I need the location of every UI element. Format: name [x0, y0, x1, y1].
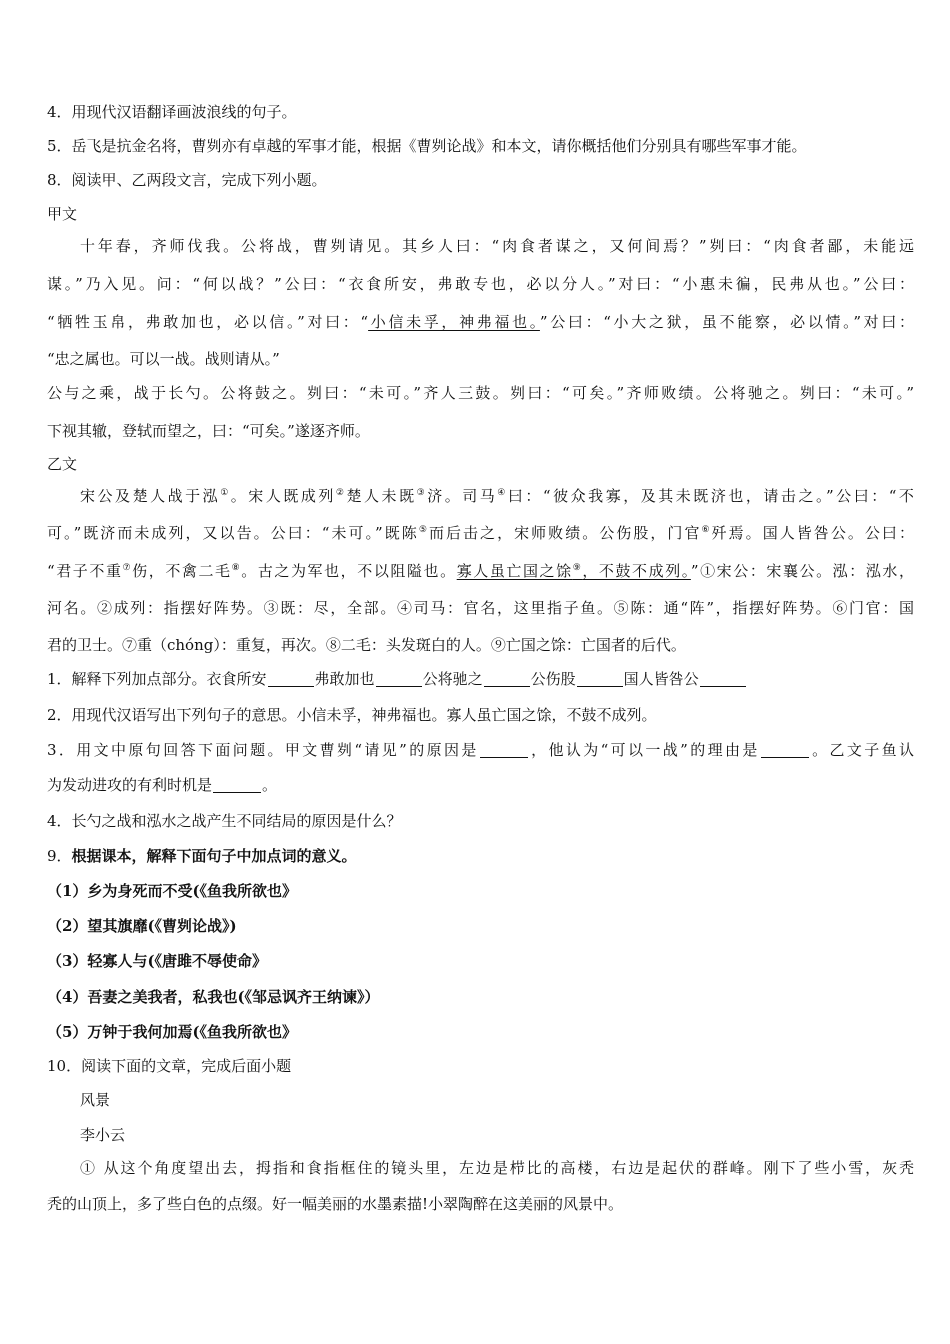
yi-line-4: 河名。②成列：指摆好阵势。③既：尽，全部。④司马：官名，这里指子鱼。⑤陈：通“阵”，指摆好阵势。⑥门官：国 [47, 599, 914, 617]
question-9-title: 9．根据课本，解释下面句子中加点词的意义。 [47, 847, 357, 865]
footnote-mark: ⑦ [122, 563, 133, 573]
question-4: 4．用现代汉语翻译画波浪线的句子。 [47, 103, 297, 121]
footnote-mark: ② [335, 488, 347, 498]
answer-blank[interactable] [213, 778, 261, 793]
answer-blank[interactable] [577, 672, 623, 687]
question-10-title: 10．阅读下面的文章，完成后面小题 [47, 1057, 292, 1075]
question-8-title: 8．阅读甲、乙两段文言，完成下列小题。 [47, 171, 327, 189]
subquestion-2: 2．用现代汉语写出下列句子的意思。小信未孚，神弗福也。寡人虽亡国之馀，不鼓不成列。 [47, 706, 657, 724]
yi-line-2: 可。”既济而未成列，又以告。公曰：“未可。”既陈⑤而后击之，宋师败绩。公伤股，门官⑥歼焉。国人皆咎公。公曰： [47, 524, 914, 542]
footnote-mark: ⑧ [231, 563, 242, 573]
answer-blank[interactable] [268, 672, 314, 687]
yi-line-3: “君子不重⑦伤，不禽二毛⑧。古之为军也，不以阻隘也。寡人虽亡国之馀⑨，不鼓不成列。”①宋公：宋襄公。泓：泓水， [47, 562, 914, 580]
article-paragraph-1-line-2: 秃的山顶上，多了些白色的点缀。好一幅美丽的水墨素描!小翠陶醉在这美丽的风景中。 [47, 1195, 624, 1213]
footnote-mark: ③ [416, 488, 428, 498]
footnote-mark: ④ [497, 488, 508, 498]
answer-blank[interactable] [761, 743, 809, 758]
question-9-item: （2）望其旗靡(《曹刿论战》) [47, 917, 237, 935]
question-9-item: （1）乡为身死而不受(《鱼我所欲也》 [47, 882, 298, 900]
yi-label: 乙文 [47, 455, 78, 473]
wavy-underlined-sentence-1: 小信未孚，神弗福也。 [368, 313, 540, 331]
question-9-item: （3）轻寡人与(《唐雎不辱使命》 [47, 952, 268, 970]
jia-line-2: 谋。”乃入见。问：“何以战？”公曰：“衣食所安，弗敢专也，必以分人。”对曰：“小惠未徧，民弗从也。”公曰： [47, 275, 914, 293]
jia-line-5: 公与之乘，战于长勺。公将鼓之。刿曰：“未可。”齐人三鼓。刿曰：“可矣。”齐师败绩。公将驰之。刿曰：“未可。” [47, 384, 914, 402]
article-paragraph-1-line-1: ① 从这个角度望出去，拇指和食指框住的镜头里，左边是栉比的高楼，右边是起伏的群峰。刚下了些小雪，灰秃 [80, 1159, 914, 1177]
jia-line-1: 十年春，齐师伐我。公将战，曹刿请见。其乡人曰：“肉食者谋之，又何间焉？”刿曰：“肉食者鄙，未能远 [80, 237, 914, 255]
jia-line-3: “牺牲玉帛，弗敢加也，必以信。”对曰：“小信未孚，神弗福也。”公曰：“小大之狱，虽不能察，必以情。”对曰： [47, 313, 914, 331]
answer-blank[interactable] [376, 672, 422, 687]
article-title: 风景 [80, 1091, 111, 1109]
subquestion-3: 3．用文中原句回答下面问题。甲文曹刿“请见”的原因是 ，他认为“可以一战”的理由是 。乙文子鱼认 [47, 741, 914, 759]
yi-line-1: 宋公及楚人战于泓①。宋人既成列②楚人未既③济。司马④曰：“彼众我寡，及其未既济也，请击之。”公曰：“不 [80, 487, 914, 505]
question-9-item: （5）万钟于我何加焉(《鱼我所欲也》 [47, 1023, 298, 1041]
footnote-mark: ⑤ [418, 525, 429, 535]
jia-label: 甲文 [47, 205, 78, 223]
yi-line-5: 君的卫士。⑦重（chóng）：重复，再次。⑧二毛：头发斑白的人。⑨亡国之馀：亡国者的后代。 [47, 636, 686, 654]
jia-line-6: 下视其辙，登轼而望之，曰：“可矣。”遂逐齐师。 [47, 422, 370, 440]
footnote-mark: ⑥ [701, 525, 712, 535]
subquestion-4: 4．长勺之战和泓水之战产生不同结局的原因是什么？ [47, 812, 402, 830]
article-author: 李小云 [80, 1126, 126, 1144]
subquestion-3-cont: 为发动进攻的有利时机是 。 [47, 776, 278, 794]
jia-line-4: “忠之属也。可以一战。战则请从。” [47, 350, 280, 368]
answer-blank[interactable] [700, 672, 746, 687]
subquestion-1: 1．解释下列加点部分。衣食所安 弗敢加也 公将驰之 公伤股 国人皆咎公 [47, 668, 914, 690]
question-5: 5．岳飞是抗金名将，曹刿亦有卓越的军事才能，根据《曹刿论战》和本文，请你概括他们分别具有哪些军事才能。 [47, 137, 807, 155]
answer-blank[interactable] [480, 743, 528, 758]
footnote-mark: ① [220, 488, 231, 498]
question-9-item: （4）吾妻之美我者，私我也(《邹忌讽齐王纳谏》） [47, 988, 380, 1006]
answer-blank[interactable] [484, 672, 530, 687]
wavy-underlined-sentence-2: 寡人虽亡国之馀⑨，不鼓不成列。 [456, 562, 691, 580]
